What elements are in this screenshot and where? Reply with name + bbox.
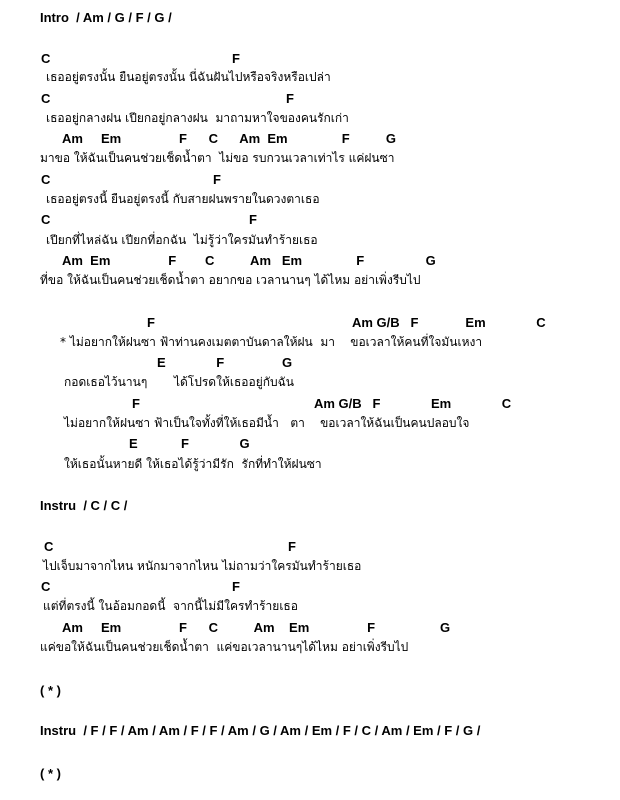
repeat-marker: ( * ) (40, 766, 61, 781)
chord-line: F (232, 51, 240, 66)
chord-line: E F G (157, 355, 293, 370)
chord-line: F (213, 172, 221, 187)
lyric-line: เธออยู่ตรงนี้ ยืนอยู่ตรงนี้ กับสายฝนพรายในดวงตาเธอ (46, 192, 320, 206)
lyric-line: ไม่อยากให้ฝนซา ฟ้าเป็นใจทั้งที่ให้เธอมีน้ำ ตา ขอเวลาให้ฉันเป็นคนปลอบใจ (64, 416, 470, 430)
chord-line: Am G/B F Em C (314, 396, 512, 411)
chord-line: C (41, 91, 51, 106)
chord-line: F (232, 579, 240, 594)
lyric-line: ที่ขอ ให้ฉันเป็นคนช่วยเช็ดน้ำตา อยากขอ เวลานานๆ ได้ไหม อย่าเพิ่งรีบไป (40, 273, 421, 287)
chord-line: F (286, 91, 294, 106)
chord-line: F (288, 539, 296, 554)
chord-line: C (44, 539, 54, 554)
instrumental-line: Instru / F / F / Am / Am / F / F / Am / G / Am / Em / F / C / Am / Em / F / G / (40, 723, 481, 738)
lyric-line: ให้เธอนั้นหายดี ให้เธอได้รู้ว่ามีรัก รักที่ทำให้ฝนซา (64, 457, 322, 471)
chord-line: Am G/B F Em C (352, 315, 546, 330)
chord-line: E F G (129, 436, 250, 451)
chord-line: C (41, 579, 51, 594)
chord-line: F (132, 396, 140, 411)
lyric-line: ไปเจ็บมาจากไหน หนักมาจากไหน ไม่ถามว่าใครมันทำร้ายเธอ (43, 559, 362, 573)
lyric-line: แต่ที่ตรงนี้ ในอ้อมกอดนี้ จากนี้ไม่มีใครทำร้ายเธอ (43, 599, 298, 613)
chord-line: Am Em F C Am Em F G (62, 253, 436, 268)
intro-line: Intro / Am / G / F / G / (40, 10, 172, 25)
repeat-marker: ( * ) (40, 683, 61, 698)
chord-line: F (147, 315, 155, 330)
chord-line: C (41, 51, 51, 66)
lyric-line: แค่ขอให้ฉันเป็นคนช่วยเช็ดน้ำตา แค่ขอเวลานานๆได้ไหม อย่าเพิ่งรีบไป (40, 640, 409, 654)
lyric-line: เปียกที่ไหล่ฉัน เปียกที่อกฉัน ไม่รู้ว่าใครมันทำร้ายเธอ (46, 233, 318, 247)
lyric-line: มาขอ ให้ฉันเป็นคนช่วยเช็ดน้ำตา ไม่ขอ รบกวนเวลาเท่าไร แค่ฝนซา (40, 151, 395, 165)
instrumental-line: Instru / C / C / (40, 498, 128, 513)
chord-line: F (249, 212, 257, 227)
lyric-line: เธออยู่ตรงนั้น ยืนอยู่ตรงนั้น นี่ฉันฝันไปหรือจริงหรือเปล่า (46, 70, 331, 84)
chord-line: Am Em F C Am Em F G (62, 620, 451, 635)
chord-line: Am Em F C Am Em F G (62, 131, 396, 146)
chord-line: C (41, 172, 51, 187)
lyric-line: * ไม่อยากให้ฝนซา ฟ้าท่านคงเมตตาบันดาลให้ฝน มา ขอเวลาให้คนที่ใจมันเหงา (60, 335, 483, 349)
lyric-line: กอดเธอไว้นานๆ ได้โปรดให้เธออยู่กับฉัน (64, 375, 294, 389)
chord-line: C (41, 212, 51, 227)
lyric-line: เธออยู่กลางฝน เปียกอยู่กลางฝน มาถามหาใจของคนรักเก่า (46, 111, 349, 125)
